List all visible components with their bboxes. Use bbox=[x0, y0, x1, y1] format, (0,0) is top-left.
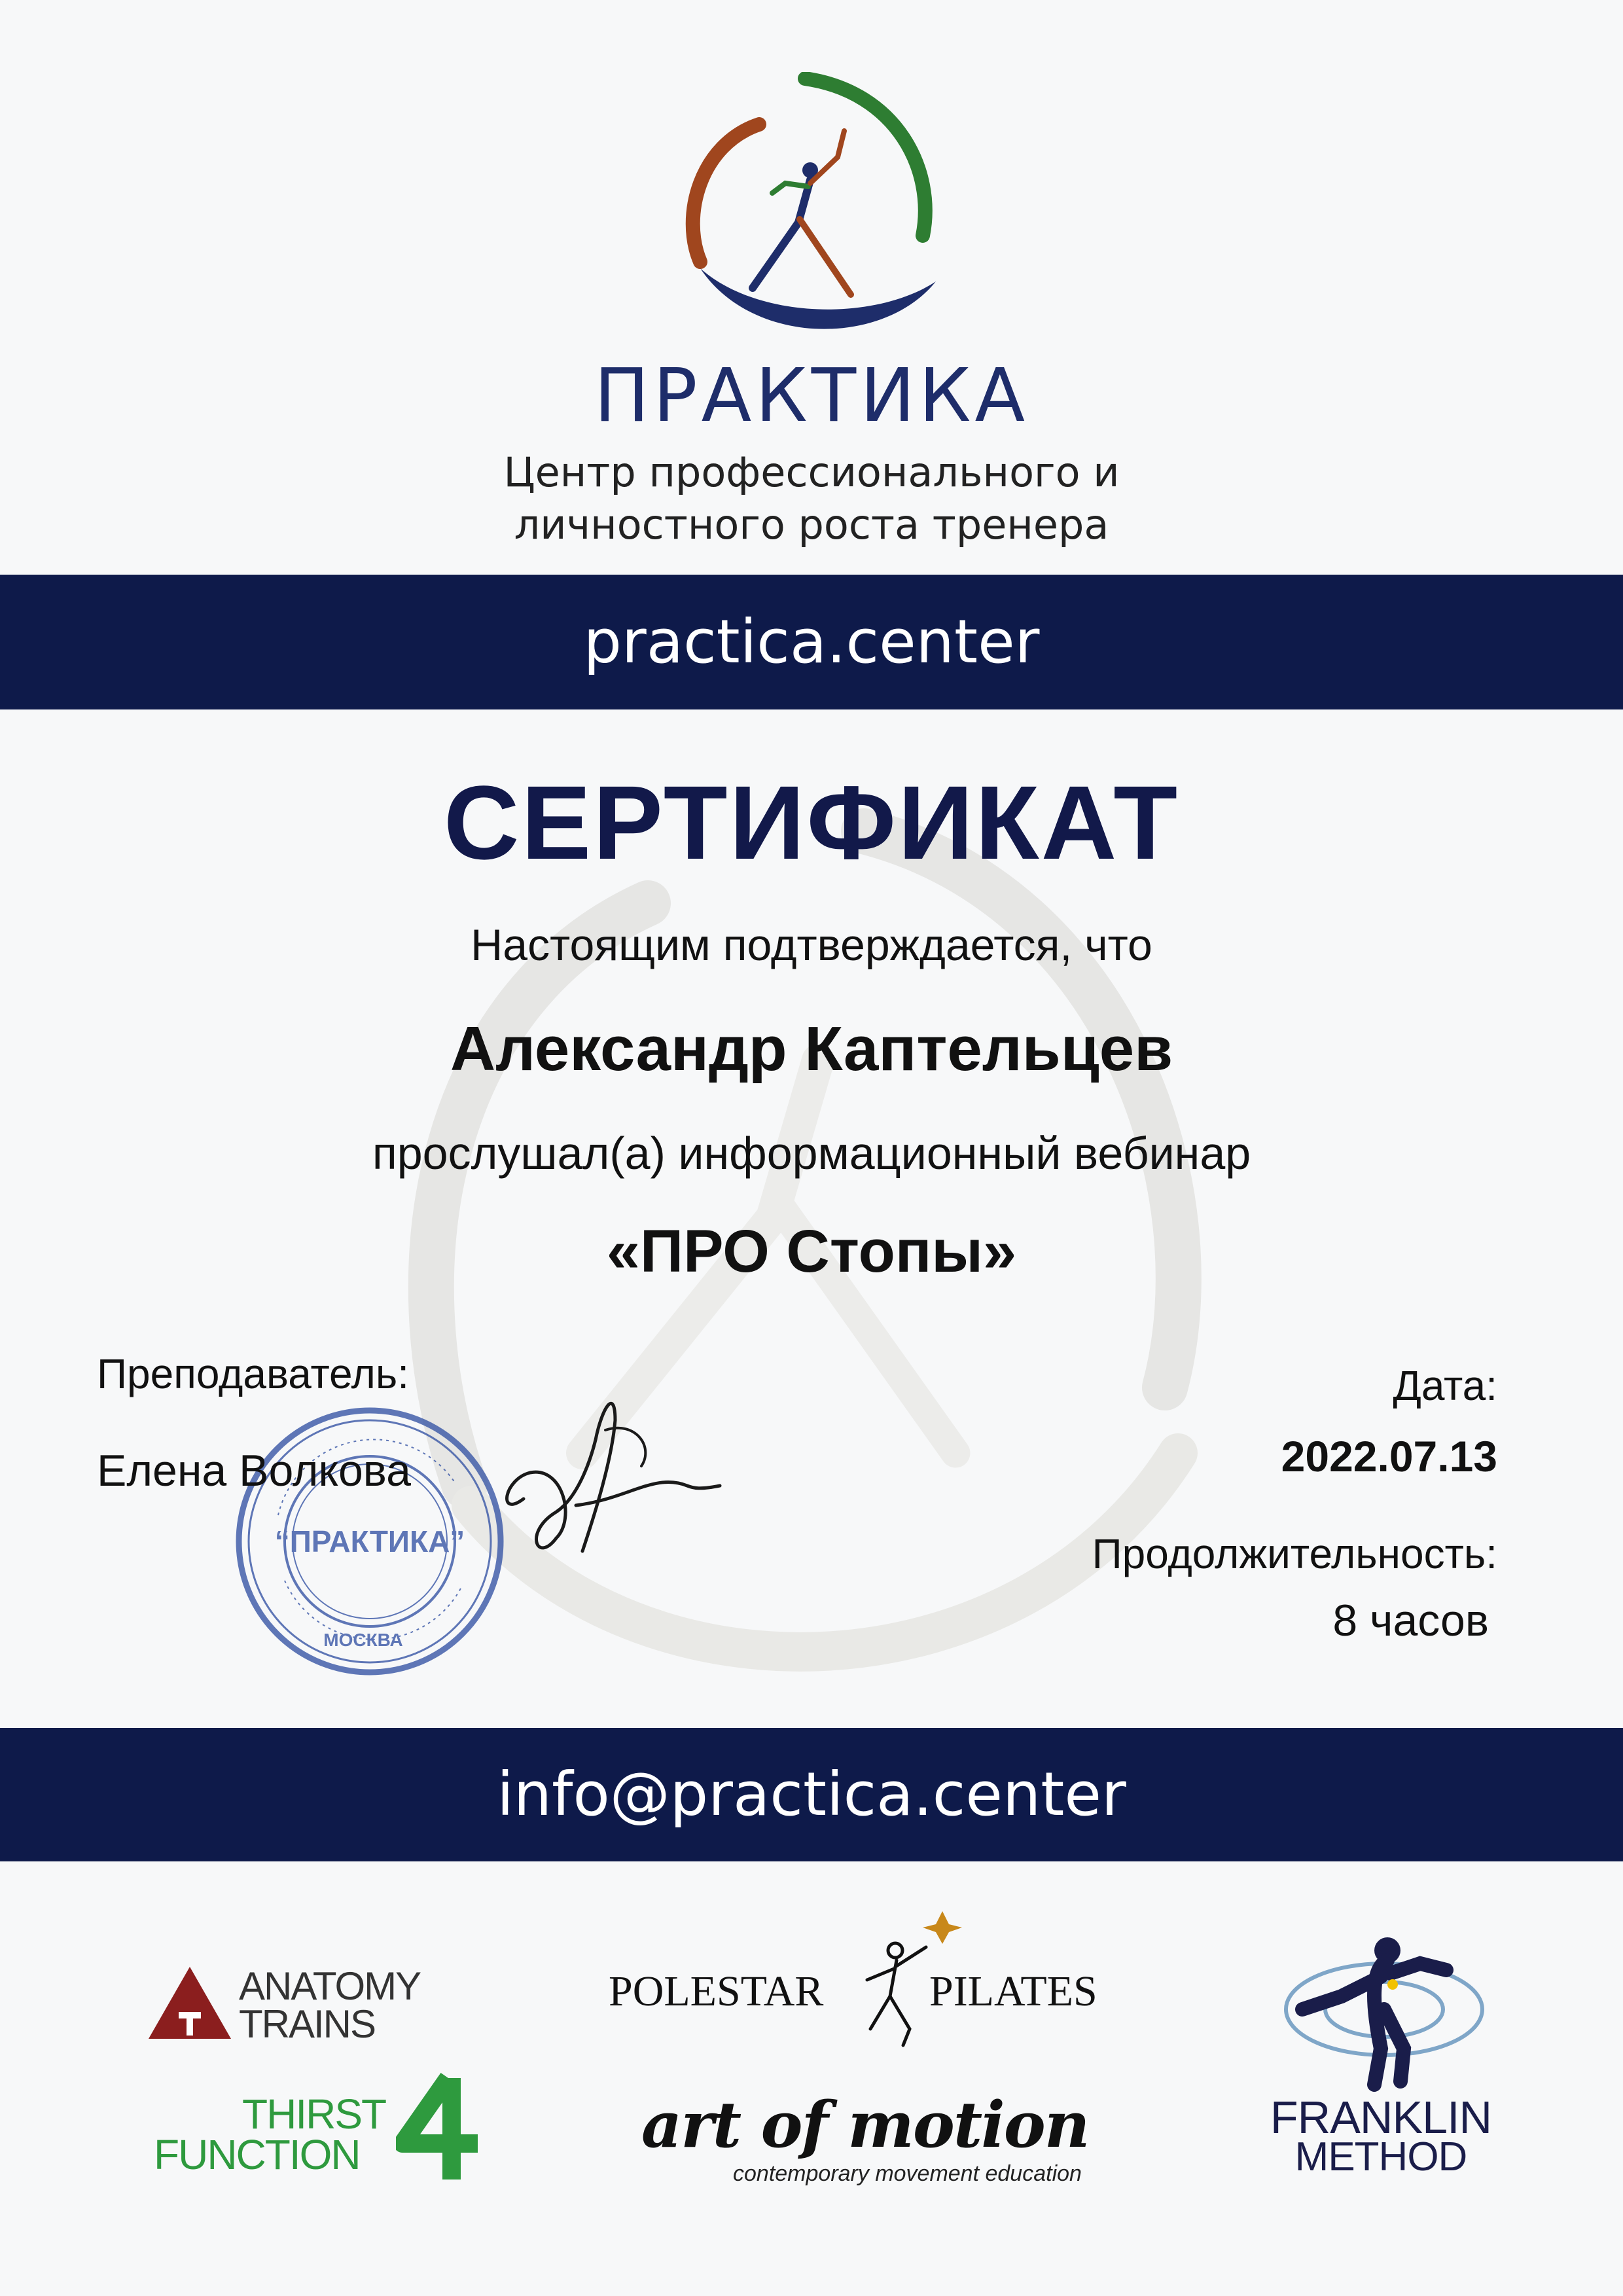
course-title: «ПРО Стопы» bbox=[606, 1218, 1017, 1285]
email-band bbox=[0, 1728, 1623, 1861]
stamp-city: МОСКВА bbox=[323, 1630, 403, 1650]
website-band bbox=[0, 575, 1623, 709]
duration-value: 8 часов bbox=[1332, 1596, 1489, 1645]
brand-name: ПРАКТИКА bbox=[594, 353, 1029, 439]
email-link[interactable]: info@practica.center bbox=[497, 1759, 1126, 1829]
art-of-motion-subtitle: contemporary movement education bbox=[733, 2161, 1082, 2186]
certificate-intro: Настоящим подтверждается, что bbox=[471, 920, 1152, 970]
art-of-motion-logo bbox=[641, 2088, 1113, 2193]
polestar-right: PILATES bbox=[929, 1967, 1097, 2015]
polestar-pilates-logo bbox=[609, 1885, 1132, 2055]
anatomy-line1: ANATOMY bbox=[239, 1964, 421, 2008]
stamp-center-text: “ПРАКТИКА” bbox=[274, 1524, 465, 1558]
thirst-four-icon bbox=[396, 2072, 481, 2183]
franklin-line1: FRANKLIN bbox=[1270, 2092, 1492, 2143]
website-link[interactable]: practica.center bbox=[583, 607, 1040, 677]
company-stamp-icon bbox=[232, 1365, 520, 1705]
franklin-line2: METHOD bbox=[1294, 2134, 1467, 2179]
thirst-function-logo bbox=[151, 2072, 491, 2183]
polestar-left: POLESTAR bbox=[609, 1967, 824, 2015]
brand-subtitle-line2: личностного роста тренера bbox=[514, 501, 1109, 548]
anatomy-line2: TRAINS bbox=[239, 2002, 376, 2046]
franklin-method-logo bbox=[1257, 1924, 1505, 2186]
anatomy-trains-logo bbox=[147, 1964, 488, 2049]
franklin-figure-icon bbox=[1276, 1924, 1486, 2094]
certificate-title: СЕРТИФИКАТ bbox=[443, 764, 1180, 881]
duration-label: Продолжительность: bbox=[1092, 1530, 1497, 1577]
practica-logo-icon bbox=[661, 72, 962, 347]
art-of-motion-text: art of motion bbox=[641, 2088, 1089, 2162]
thirst-line1: THIRST bbox=[242, 2090, 386, 2138]
instructor-name: Елена Волкова bbox=[97, 1446, 411, 1496]
completion-text: прослушал(а) информационный вебинар bbox=[372, 1128, 1251, 1179]
anatomy-trains-triangle-icon bbox=[147, 1964, 232, 2042]
date-value: 2022.07.13 bbox=[1281, 1432, 1497, 1480]
recipient-name: Александр Каптельцев bbox=[450, 1014, 1173, 1084]
thirst-line2: FUNCTION bbox=[154, 2131, 360, 2178]
date-label: Дата: bbox=[1393, 1362, 1497, 1409]
instructor-signature bbox=[484, 1368, 746, 1590]
brand-subtitle-line1: Центр профессионального и bbox=[503, 448, 1120, 496]
instructor-label: Преподаватель: bbox=[97, 1350, 409, 1397]
